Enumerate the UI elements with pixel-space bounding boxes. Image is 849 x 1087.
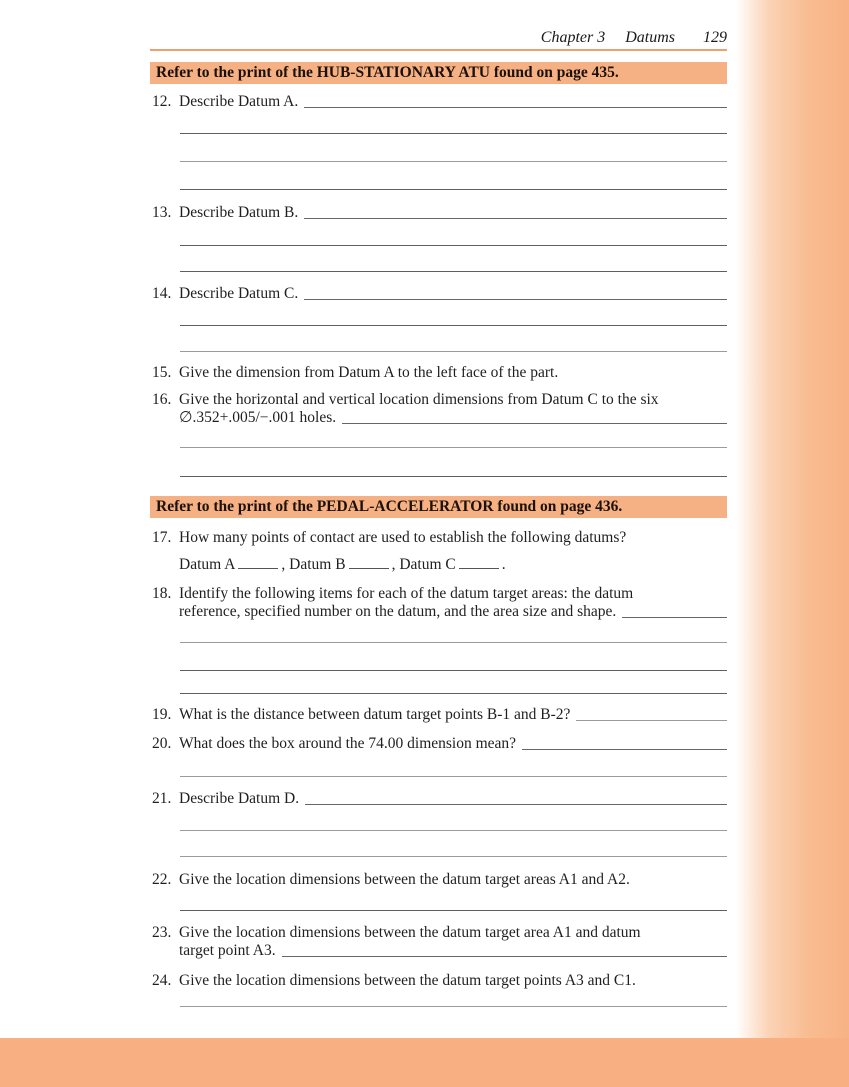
header-rule: [150, 49, 727, 51]
answer-line: [304, 218, 727, 219]
fill-in-label: .: [501, 556, 506, 573]
question-number: 13.: [152, 204, 172, 221]
fill-in-label: Datum A: [179, 556, 236, 573]
question-number: 22.: [152, 871, 172, 888]
question-20: [150, 735, 727, 753]
question-24: [150, 972, 727, 990]
question-number: 21.: [152, 790, 172, 807]
answer-line: [180, 990, 727, 1007]
fill-in-label: , Datum B: [281, 556, 346, 573]
question-number: 19.: [152, 706, 172, 723]
answer-line: [305, 804, 727, 805]
question-text: Give the horizontal and vertical location dimensions from Datum C to the six: [179, 391, 659, 408]
page-edge-gradient: [731, 0, 849, 1039]
question-text: What is the distance between datum target points B-1 and B-2?: [179, 706, 571, 723]
question-number: 14.: [152, 285, 172, 302]
question-text: ∅.352+.005/−.001 holes.: [179, 409, 337, 426]
question-body: [179, 924, 727, 960]
question-body: [179, 790, 727, 808]
question-body: [179, 735, 727, 753]
question-17: [150, 529, 727, 574]
page-number: 129: [703, 29, 727, 46]
question-12: [150, 93, 727, 111]
question-14: [150, 285, 727, 303]
question-number: 16.: [152, 391, 172, 408]
answer-line: [342, 423, 727, 424]
question-number: 15.: [152, 364, 172, 381]
question-16: [150, 391, 727, 427]
answer-line: [304, 299, 727, 300]
section-label: Datums: [625, 29, 675, 46]
question-text: Give the location dimensions between the datum target points A3 and C1.: [179, 972, 636, 989]
question-body: [179, 364, 727, 382]
question-body: [179, 972, 727, 990]
question-body: [179, 585, 727, 621]
answer-line: [180, 643, 727, 671]
question-number: 12.: [152, 93, 172, 110]
question-text: reference, specified number on the datum, and the area size and shape.: [179, 603, 617, 620]
answer-line: [180, 889, 727, 911]
question-text: target point A3.: [179, 942, 276, 959]
answer-line: [576, 720, 727, 721]
answer-line: [522, 749, 727, 750]
question-text: Give the location dimensions between the datum target area A1 and datum: [179, 924, 641, 941]
question-body: [179, 391, 727, 427]
answer-line: [180, 621, 727, 643]
question-number: 20.: [152, 735, 172, 752]
answer-line: [180, 162, 727, 190]
answer-line: [304, 107, 727, 108]
question-text: What does the box around the 74.00 dimension mean?: [179, 735, 517, 752]
question-23: [150, 924, 727, 960]
page-bottom-band: [0, 1038, 849, 1087]
answer-line: [180, 448, 727, 477]
answer-line: [180, 326, 727, 352]
question-text: Describe Datum D.: [179, 790, 300, 807]
running-head: [150, 0, 727, 46]
question-15: [150, 364, 727, 382]
fill-in-row: [179, 556, 727, 574]
fill-in-label: , Datum C: [391, 556, 456, 573]
question-number: 24.: [152, 972, 172, 989]
answer-blank: [349, 568, 389, 569]
answer-line: [282, 956, 727, 957]
answer-line: [180, 303, 727, 326]
question-13: [150, 204, 727, 222]
page-content: [150, 0, 727, 1007]
answer-blank: [238, 568, 278, 569]
answer-line: [180, 831, 727, 857]
answer-line: [622, 617, 727, 618]
question-text: How many points of contact are used to establish the following datums?: [179, 529, 627, 546]
banner-pedal-accelerator: Refer to the print of the PEDAL-ACCELERATOR found on page 436.: [150, 496, 727, 518]
answer-line: [180, 111, 727, 134]
question-body: [179, 204, 727, 222]
question-body: [179, 529, 727, 574]
answer-line: [180, 753, 727, 777]
question-21: [150, 790, 727, 808]
question-body: [179, 285, 727, 303]
question-number: 17.: [152, 529, 172, 546]
question-text: Describe Datum C.: [179, 285, 299, 302]
answer-line: [180, 134, 727, 162]
answer-line: [180, 427, 727, 448]
question-text: Give the location dimensions between the datum target areas A1 and A2.: [179, 871, 630, 888]
chapter-label: Chapter 3: [540, 29, 606, 46]
question-body: [179, 871, 727, 889]
question-text: Identify the following items for each of the datum target areas: the datum: [179, 585, 634, 602]
question-number: 23.: [152, 924, 172, 941]
question-18: [150, 585, 727, 621]
question-body: [179, 706, 727, 724]
answer-line: [180, 222, 727, 246]
question-text: Describe Datum B.: [179, 204, 299, 221]
question-body: [179, 93, 727, 111]
question-19: [150, 706, 727, 724]
question-22: [150, 871, 727, 889]
answer-line: [180, 246, 727, 272]
banner-hub-stationary-atu: Refer to the print of the HUB-STATIONARY ATU found on page 435.: [150, 62, 727, 84]
question-text: Describe Datum A.: [179, 93, 299, 110]
question-number: 18.: [152, 585, 172, 602]
answer-line: [180, 808, 727, 831]
answer-line: [180, 671, 727, 694]
answer-blank: [459, 568, 499, 569]
question-text: Give the dimension from Datum A to the left face of the part.: [179, 364, 559, 381]
